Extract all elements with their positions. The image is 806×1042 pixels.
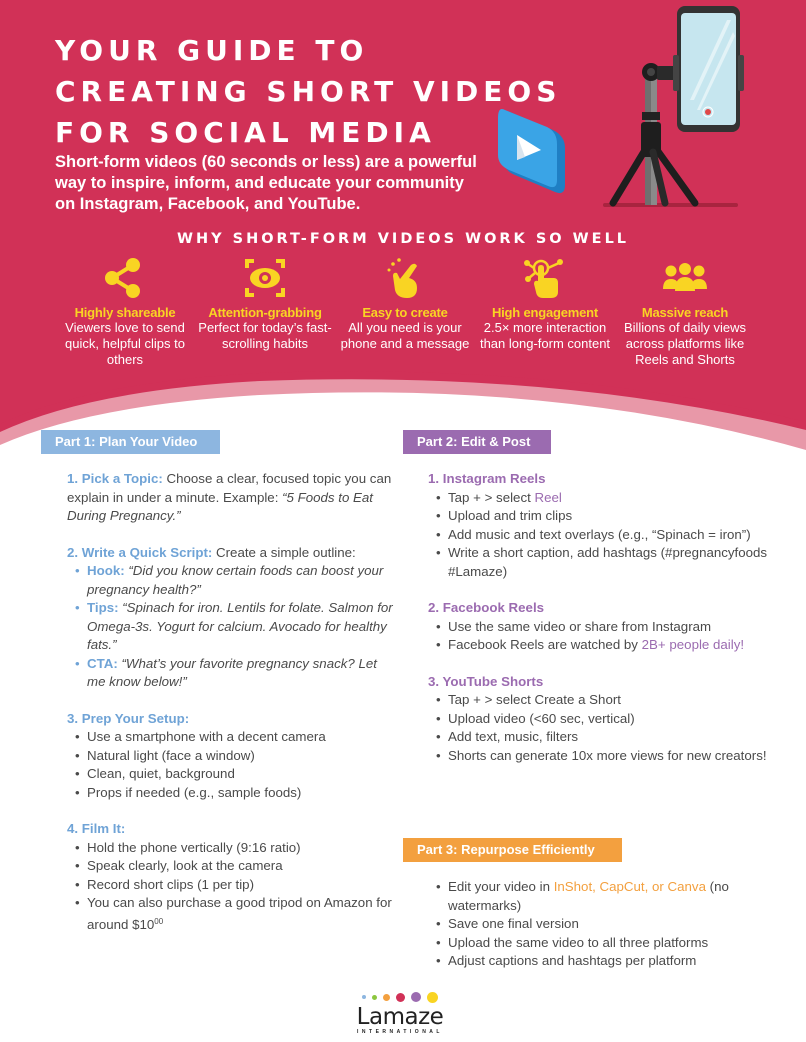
step-text: Create a simple outline: (212, 544, 356, 560)
list-item: • Shorts can generate 10x more views for new creators! (428, 747, 768, 766)
list-item: • Use a smartphone with a decent camera (67, 728, 397, 747)
benefit-heading: Highly shareable (74, 305, 176, 320)
step-label: 4. Film It: (67, 821, 126, 836)
item-suffix: (no watermarks) (448, 879, 729, 913)
step-label: 3. Prep Your Setup: (67, 710, 190, 726)
instagram-list (428, 489, 768, 582)
platform-instagram (428, 470, 768, 581)
benefit-heading: Attention-grabbing (208, 305, 322, 320)
share-icon (55, 255, 195, 301)
benefit-text: Billions of daily views across platforms like Reels and Shorts (623, 320, 747, 367)
item-text: Tap + > select (448, 489, 535, 505)
step-label: 2. Write a Quick Script: (67, 544, 213, 560)
item-text: You can also purchase a good tripod on Amazon for around $10 (87, 895, 392, 932)
benefit-text: Perfect for today’s fast-scrolling habits (198, 320, 332, 351)
title-line-3: FOR SOCIAL MEDIA (55, 116, 436, 149)
benefit-shareable (55, 255, 195, 368)
item-label: Hook: (87, 563, 125, 578)
step-label: 1. Pick a Topic: (67, 471, 163, 486)
benefit-heading: Massive reach (641, 305, 729, 320)
lamaze-logo (350, 990, 450, 1035)
list-item (67, 894, 397, 934)
item-text: “Spinach for iron. Lentils for folate. Salmon for Omega-3s. Yogurt for calcium. Avocado for healthy fats.” (87, 600, 393, 652)
intro-text: Short-form videos (60 seconds or less) are a powerful way to inspire, inform, and educate your community on Instagram, Facebook, and YouTube. (55, 153, 477, 213)
play-button-icon (498, 109, 565, 193)
list-item: • Upload the same video to all three platforms (428, 934, 768, 953)
list-item (67, 562, 397, 599)
logo-subtitle: INTERNATIONAL (357, 1029, 443, 1035)
step-example: “5 Foods to Eat During Pregnancy.” (67, 489, 374, 523)
list-item (67, 655, 397, 692)
list-item: • Add music and text overlays (e.g., “Spinach = iron”) (428, 526, 768, 545)
list-item: • Record short clips (1 per tip) (67, 876, 397, 895)
logo-dot (427, 992, 438, 1003)
title-line-2: CREATING SHORT VIDEOS (55, 75, 562, 108)
benefit-easy (335, 255, 475, 368)
why-section-title: WHY SHORT-FORM VIDEOS WORK SO WELL (176, 231, 630, 247)
list-item: • Hold the phone vertically (9:16 ratio) (67, 839, 397, 858)
setup-list (67, 728, 397, 802)
benefit-engagement (475, 255, 615, 368)
price-cents: 00 (154, 916, 164, 926)
benefit-reach (615, 255, 755, 368)
highlight-text: Reel (534, 489, 562, 505)
film-list (67, 839, 397, 935)
logo-dot (411, 992, 421, 1002)
benefit-attention (195, 255, 335, 368)
part3-content (428, 878, 768, 971)
list-item: • Clean, quiet, background (67, 765, 397, 784)
list-item: • Add text, music, filters (428, 728, 768, 747)
benefit-heading: High engagement (491, 305, 599, 320)
group-people-icon (615, 255, 755, 301)
logo-dots (350, 990, 450, 1004)
list-item (428, 489, 768, 508)
tap-hand-icon (335, 255, 475, 301)
item-text: Edit your video in (448, 879, 554, 894)
benefits-row (55, 255, 755, 368)
repurpose-list (428, 878, 768, 971)
part2-badge: Part 2: Edit & Post (403, 430, 551, 454)
item-label: CTA: (87, 655, 118, 671)
highlight-text: InShot, CapCut, or Canva (553, 879, 706, 894)
list-item: • Use the same video or share from Instagram (428, 618, 768, 637)
page-title (55, 30, 561, 153)
list-item: • Natural light (face a window) (67, 747, 397, 766)
list-item: • Props if needed (e.g., sample foods) (67, 784, 397, 803)
list-item: • Save one final version (428, 915, 768, 934)
step-film-it (67, 820, 397, 934)
platform-label: 3. YouTube Shorts (428, 673, 544, 689)
part1-content (67, 470, 397, 952)
part3-badge: Part 3: Repurpose Efficiently (403, 838, 622, 862)
list-item: • Upload and trim clips (428, 507, 768, 526)
benefit-text: All you need is your phone and a message (340, 320, 470, 351)
hero-banner (0, 0, 806, 450)
step-text: Choose a clear, focused topic you can explain in under a minute. Example: (67, 471, 392, 505)
script-list (67, 562, 397, 692)
step-write-script (67, 544, 397, 692)
logo-dot (396, 993, 405, 1002)
title-line-1: YOUR GUIDE TO (55, 34, 369, 67)
list-item: • Adjust captions and hashtags per platform (428, 952, 768, 971)
logo-wordmark: Lamaze (356, 1004, 444, 1030)
part2-content (428, 470, 768, 783)
list-item: • Upload video (<60 sec, vertical) (428, 710, 768, 729)
item-label: Tips: (87, 600, 119, 615)
youtube-list (428, 691, 768, 765)
platform-label: 2. Facebook Reels (428, 600, 545, 615)
list-item: • Speak clearly, look at the camera (67, 857, 397, 876)
list-item (428, 636, 768, 655)
list-item (428, 878, 768, 915)
touch-network-icon (475, 255, 615, 301)
item-text: “What’s your favorite pregnancy snack? Let me know below!” (87, 655, 377, 689)
logo-dot (372, 995, 377, 1000)
step-pick-topic (67, 470, 397, 526)
platform-label: 1. Instagram Reels (428, 471, 546, 486)
part1-badge: Part 1: Plan Your Video (41, 430, 220, 454)
benefit-heading: Easy to create (362, 305, 448, 320)
list-item: • Tap + > select Create a Short (428, 691, 768, 710)
highlight-text: 2B+ people daily! (641, 637, 745, 652)
list-item (67, 599, 397, 655)
platform-youtube (428, 673, 768, 766)
benefit-text: Viewers love to send quick, helpful clips to others (65, 320, 185, 367)
step-prep-setup (67, 710, 397, 803)
platform-facebook (428, 599, 768, 655)
list-item: • Write a short caption, add hashtags (#pregnancyfoods #Lamaze) (428, 544, 768, 581)
eye-focus-icon (195, 255, 335, 301)
item-text: Facebook Reels are watched by (448, 637, 642, 652)
item-text: “Did you know certain foods can boost your pregnancy health?” (87, 563, 384, 597)
benefit-text: 2.5× more interaction than long-form content (479, 320, 611, 351)
facebook-list (428, 618, 768, 655)
logo-dot (362, 995, 366, 999)
logo-dot (383, 994, 390, 1001)
tripod-phone-illustration (495, 0, 755, 210)
